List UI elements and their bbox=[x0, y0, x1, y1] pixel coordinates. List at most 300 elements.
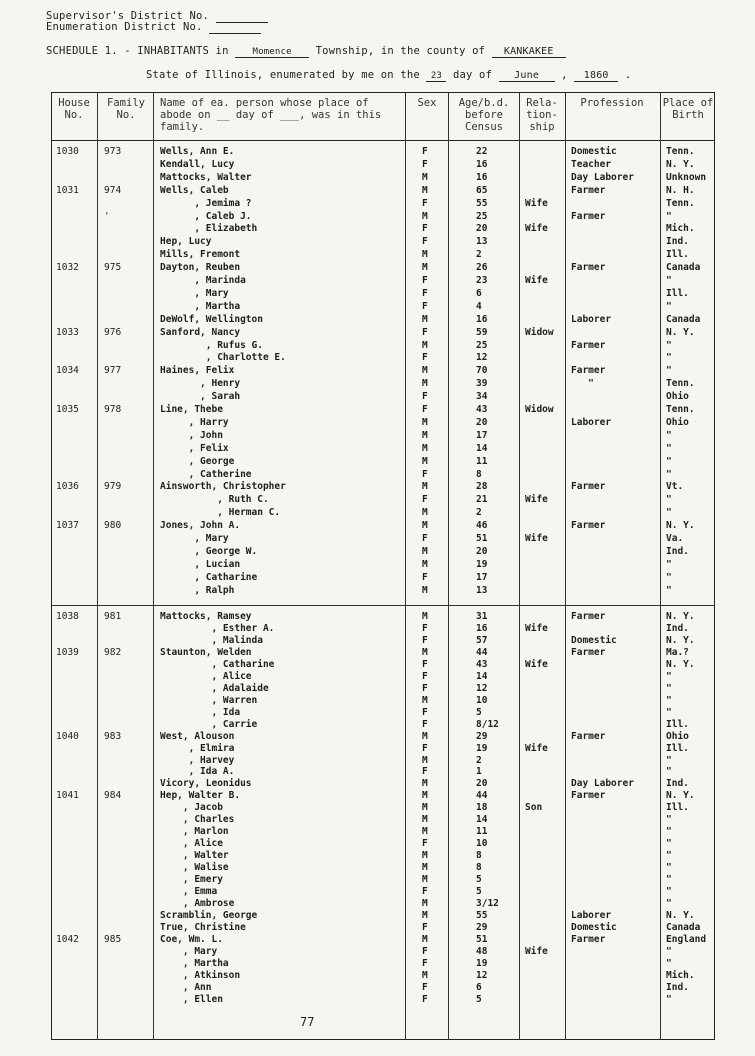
relationship-cell: Wife bbox=[525, 742, 548, 754]
birth-place-cell: " bbox=[666, 365, 672, 377]
person-name-cell: Staunton, Welden bbox=[160, 646, 252, 658]
age-cell: 10 bbox=[476, 838, 488, 850]
person-name-cell: , Mary bbox=[160, 287, 229, 299]
birth-place-cell: England bbox=[666, 933, 707, 945]
profession-cell: Farmer bbox=[571, 790, 606, 802]
profession-cell: Farmer bbox=[571, 210, 606, 222]
birth-place-cell: Canada bbox=[666, 313, 701, 325]
person-name-cell: Coe, Wm. L. bbox=[160, 933, 223, 945]
house-number-cell: 1039 bbox=[56, 646, 79, 658]
person-name-cell: , Ralph bbox=[160, 584, 235, 596]
profession-cell: Farmer bbox=[571, 933, 606, 945]
person-name-cell: , Catharine bbox=[160, 571, 258, 583]
sex-cell: M bbox=[422, 898, 428, 910]
age-cell: 10 bbox=[476, 694, 488, 706]
schedule-line bbox=[46, 45, 566, 58]
birth-place-cell: N. Y. bbox=[666, 790, 695, 802]
birth-place-cell: Ohio bbox=[666, 416, 689, 428]
sex-cell: F bbox=[422, 326, 428, 338]
age-cell: 19 bbox=[476, 742, 488, 754]
birth-place-cell: " bbox=[666, 429, 672, 441]
house-number-cell: 1033 bbox=[56, 326, 79, 338]
sex-cell: M bbox=[422, 862, 428, 874]
birth-place-cell: Canada bbox=[666, 921, 701, 933]
person-name-cell: Wells, Ann E. bbox=[160, 146, 235, 157]
age-cell: 12 bbox=[476, 682, 488, 694]
person-name-cell: True, Christine bbox=[160, 921, 246, 933]
birth-place-cell: Vt. bbox=[666, 481, 684, 493]
person-name-cell: , Catherine bbox=[160, 468, 252, 480]
age-cell: 16 bbox=[476, 313, 488, 325]
birth-place-cell: " bbox=[666, 442, 672, 454]
age-cell: 4 bbox=[476, 300, 482, 312]
age-cell: 43 bbox=[476, 404, 488, 415]
sex-cell: M bbox=[422, 171, 428, 183]
birth-place-cell: Va. bbox=[666, 533, 684, 544]
family-number-cell: 979 bbox=[104, 481, 122, 493]
person-name-cell: , Ambrose bbox=[160, 898, 235, 910]
birth-place-cell: Ind. bbox=[666, 778, 689, 790]
age-cell: 25 bbox=[476, 339, 488, 351]
sex-cell: M bbox=[422, 184, 428, 196]
col-divider bbox=[660, 92, 661, 1040]
age-cell: 17 bbox=[476, 429, 488, 441]
person-name-cell: , Lucian bbox=[160, 558, 241, 570]
profession-cell: Laborer bbox=[571, 313, 612, 325]
day-of-label: day of bbox=[446, 69, 499, 81]
birth-place-cell: " bbox=[666, 352, 672, 364]
person-name-cell: Wells, Caleb bbox=[160, 184, 229, 196]
person-name-cell: , Rufus G. bbox=[160, 339, 263, 351]
sex-cell: F bbox=[422, 158, 428, 170]
person-name-cell: , Elmira bbox=[160, 742, 235, 754]
house-number-cell: 1040 bbox=[56, 730, 79, 742]
sex-cell: F bbox=[422, 706, 428, 718]
profession-cell: Farmer bbox=[571, 481, 606, 493]
birth-place-cell: " bbox=[666, 766, 672, 778]
family-number-cell: 985 bbox=[104, 933, 122, 945]
person-name-cell: , Atkinson bbox=[160, 969, 241, 981]
age-cell: 29 bbox=[476, 730, 488, 742]
state-line bbox=[146, 69, 631, 82]
person-name-cell: , Warren bbox=[160, 694, 258, 706]
family-number-cell: 973 bbox=[104, 146, 122, 157]
enumeration-district-line bbox=[46, 21, 261, 34]
birth-place-cell: " bbox=[666, 339, 672, 351]
sex-cell: M bbox=[422, 442, 428, 454]
person-name-cell: West, Alouson bbox=[160, 730, 235, 742]
enumeration-district-label: Enumeration District No. bbox=[46, 21, 210, 33]
birth-place-cell: N. Y. bbox=[666, 158, 695, 170]
relationship-cell: Wife bbox=[525, 197, 548, 209]
person-name-cell: , Herman C. bbox=[160, 507, 281, 519]
county-label: Township, in the county of bbox=[309, 45, 492, 57]
birth-place-cell: " bbox=[666, 886, 672, 898]
relationship-cell: Widow bbox=[525, 326, 554, 338]
birth-place-cell: " bbox=[666, 838, 672, 850]
age-cell: 11 bbox=[476, 455, 488, 467]
sex-cell: M bbox=[422, 694, 428, 706]
birth-place-cell: " bbox=[666, 682, 672, 694]
birth-place-cell: " bbox=[666, 558, 672, 570]
sex-cell: F bbox=[422, 945, 428, 957]
age-cell: 20 bbox=[476, 416, 488, 428]
age-cell: 14 bbox=[476, 814, 488, 826]
sex-cell: M bbox=[422, 910, 428, 921]
age-cell: 43 bbox=[476, 658, 488, 670]
person-name-cell: DeWolf, Wellington bbox=[160, 313, 263, 325]
person-name-cell: , Charlotte E. bbox=[160, 352, 286, 364]
birth-place-cell: Ind. bbox=[666, 622, 689, 634]
age-cell: 26 bbox=[476, 262, 488, 274]
col-divider bbox=[405, 92, 406, 1040]
line-end: . bbox=[618, 69, 632, 81]
profession-cell: Farmer bbox=[571, 339, 606, 351]
person-name-cell: , Jemima ? bbox=[160, 197, 252, 209]
birth-place-cell: " bbox=[666, 898, 672, 910]
family-number-cell: 984 bbox=[104, 790, 122, 802]
birth-place-cell: Mich. bbox=[666, 969, 695, 981]
birth-place-cell: " bbox=[666, 694, 672, 706]
sex-cell: F bbox=[422, 718, 428, 730]
age-cell: 34 bbox=[476, 391, 488, 403]
house-number-cell: 1036 bbox=[56, 481, 79, 493]
sex-cell: M bbox=[422, 826, 428, 838]
sex-cell: M bbox=[422, 378, 428, 390]
birth-place-cell: Tenn. bbox=[666, 146, 695, 157]
age-cell: 28 bbox=[476, 481, 488, 493]
birth-place-cell: " bbox=[666, 210, 672, 222]
col-relationship-header: Rela- tion- ship bbox=[526, 97, 558, 133]
age-cell: 2 bbox=[476, 249, 482, 261]
sex-cell: F bbox=[422, 682, 428, 694]
birth-place-cell: " bbox=[666, 494, 672, 506]
house-number-cell: 1038 bbox=[56, 611, 79, 622]
relationship-cell: Wife bbox=[525, 275, 548, 286]
house-number-cell: 1032 bbox=[56, 262, 79, 274]
profession-cell: Farmer bbox=[571, 262, 606, 274]
sex-cell: F bbox=[422, 571, 428, 583]
age-cell: 8 bbox=[476, 468, 482, 480]
profession-cell: Farmer bbox=[571, 611, 606, 622]
person-name-cell: , Ann bbox=[160, 981, 212, 993]
sex-cell: F bbox=[422, 494, 428, 506]
sex-cell: M bbox=[422, 754, 428, 766]
relationship-cell: Wife bbox=[525, 945, 548, 957]
family-number-cell: 976 bbox=[104, 326, 122, 338]
profession-cell: Farmer bbox=[571, 184, 606, 196]
birth-place-cell: N. H. bbox=[666, 184, 695, 196]
age-cell: 2 bbox=[476, 507, 482, 519]
person-name-cell: , Malinda bbox=[160, 634, 263, 646]
sex-cell: F bbox=[422, 146, 428, 157]
year-value: 1860 bbox=[574, 70, 618, 82]
person-name-cell: , Ida A. bbox=[160, 766, 235, 778]
house-number-cell: 1041 bbox=[56, 790, 79, 802]
age-cell: 5 bbox=[476, 886, 482, 898]
person-name-cell: Hep, Lucy bbox=[160, 236, 212, 248]
birth-place-cell: Mich. bbox=[666, 223, 695, 235]
person-name-cell: Mills, Fremont bbox=[160, 249, 241, 261]
person-name-cell: Mattocks, Ramsey bbox=[160, 611, 252, 622]
person-name-cell: , Martha bbox=[160, 957, 229, 969]
sex-cell: M bbox=[422, 874, 428, 886]
age-cell: 18 bbox=[476, 802, 488, 814]
relationship-cell: Wife bbox=[525, 622, 548, 634]
age-cell: 19 bbox=[476, 957, 488, 969]
family-number-cell: 980 bbox=[104, 520, 122, 532]
age-cell: 16 bbox=[476, 158, 488, 170]
age-cell: 13 bbox=[476, 236, 488, 248]
page-number: 77 bbox=[300, 1015, 315, 1029]
birth-place-cell: " bbox=[666, 850, 672, 862]
birth-place-cell: " bbox=[666, 826, 672, 838]
person-name-cell: , Carrie bbox=[160, 718, 258, 730]
sex-cell: M bbox=[422, 814, 428, 826]
col-family-header: Family No. bbox=[107, 97, 145, 121]
age-cell: 14 bbox=[476, 442, 488, 454]
person-name-cell: Sanford, Nancy bbox=[160, 326, 241, 338]
profession-cell: Day Laborer bbox=[571, 778, 634, 790]
sex-cell: M bbox=[422, 850, 428, 862]
age-cell: 20 bbox=[476, 223, 488, 235]
age-cell: 57 bbox=[476, 634, 488, 646]
birth-place-cell: " bbox=[666, 670, 672, 682]
person-name-cell: , Ruth C. bbox=[160, 494, 269, 506]
relationship-cell: Wife bbox=[525, 223, 548, 235]
sex-cell: M bbox=[422, 262, 428, 274]
col-divider bbox=[519, 92, 520, 1040]
sex-cell: F bbox=[422, 634, 428, 646]
birth-place-cell: Ill. bbox=[666, 249, 689, 261]
person-name-cell: Dayton, Reuben bbox=[160, 262, 241, 274]
sex-cell: F bbox=[422, 391, 428, 403]
person-name-cell: , Ellen bbox=[160, 993, 223, 1005]
person-name-cell: Jones, John A. bbox=[160, 520, 241, 532]
age-cell: 19 bbox=[476, 558, 488, 570]
profession-cell: Farmer bbox=[571, 730, 606, 742]
sex-cell: M bbox=[422, 933, 428, 945]
person-name-cell: , Martha bbox=[160, 300, 241, 312]
month-value: June bbox=[499, 70, 555, 82]
profession-cell: Farmer bbox=[571, 520, 606, 532]
profession-cell: Day Laborer bbox=[571, 171, 634, 183]
birth-place-cell: Tenn. bbox=[666, 404, 695, 415]
person-name-cell: , Elizabeth bbox=[160, 223, 258, 235]
birth-place-cell: Ind. bbox=[666, 981, 689, 993]
profession-cell: Domestic bbox=[571, 634, 617, 646]
person-name-cell: , Adalaide bbox=[160, 682, 269, 694]
birth-place-cell: " bbox=[666, 507, 672, 519]
profession-cell: Laborer bbox=[571, 416, 612, 428]
sex-cell: M bbox=[422, 611, 428, 622]
col-sex-header: Sex bbox=[417, 97, 437, 109]
age-cell: 22 bbox=[476, 146, 488, 157]
birth-place-cell: Ind. bbox=[666, 545, 689, 557]
birth-place-cell: " bbox=[666, 300, 672, 312]
age-cell: 5 bbox=[476, 993, 482, 1005]
birth-place-cell: N. Y. bbox=[666, 634, 695, 646]
col-divider bbox=[97, 92, 98, 1040]
age-cell: 5 bbox=[476, 706, 482, 718]
age-cell: 17 bbox=[476, 571, 488, 583]
person-name-cell: Hep, Walter B. bbox=[160, 790, 241, 802]
birth-place-cell: N. Y. bbox=[666, 520, 695, 532]
sex-cell: M bbox=[422, 584, 428, 596]
sex-cell: F bbox=[422, 886, 428, 898]
age-cell: 20 bbox=[476, 778, 488, 790]
sex-cell: M bbox=[422, 790, 428, 802]
col-divider bbox=[565, 92, 566, 1040]
birth-place-cell: Tenn. bbox=[666, 197, 695, 209]
col-divider bbox=[448, 92, 449, 1040]
sex-cell: M bbox=[422, 507, 428, 519]
person-name-cell: , Ida bbox=[160, 706, 241, 718]
person-name-cell: , Caleb J. bbox=[160, 210, 252, 222]
house-number-cell: 1042 bbox=[56, 933, 79, 945]
enumeration-district-blank bbox=[209, 23, 261, 34]
relationship-cell: Son bbox=[525, 802, 543, 814]
family-number-cell: 977 bbox=[104, 365, 122, 377]
person-name-cell: , Mary bbox=[160, 945, 218, 957]
family-number-cell: 978 bbox=[104, 404, 122, 415]
birth-place-cell: " bbox=[666, 945, 672, 957]
person-name-cell: , Charles bbox=[160, 814, 235, 826]
person-name-cell: Kendall, Lucy bbox=[160, 158, 235, 170]
sex-cell: F bbox=[422, 670, 428, 682]
schedule-label: SCHEDULE 1. - INHABITANTS in bbox=[46, 45, 236, 57]
sex-cell: M bbox=[422, 249, 428, 261]
person-name-cell: , Walise bbox=[160, 862, 229, 874]
person-name-cell: , Alice bbox=[160, 838, 223, 850]
sex-cell: M bbox=[422, 778, 428, 790]
col-divider bbox=[153, 92, 154, 1040]
profession-cell: Laborer bbox=[571, 910, 612, 921]
age-cell: 8 bbox=[476, 850, 482, 862]
age-cell: 8/12 bbox=[476, 718, 499, 730]
birth-place-cell: Ohio bbox=[666, 730, 689, 742]
birth-place-cell: " bbox=[666, 754, 672, 766]
person-name-cell: , Alice bbox=[160, 670, 252, 682]
person-name-cell: Vicory, Leonidus bbox=[160, 778, 252, 790]
age-cell: 55 bbox=[476, 910, 488, 921]
relationship-cell: Wife bbox=[525, 658, 548, 670]
sex-cell: F bbox=[422, 287, 428, 299]
sex-cell: F bbox=[422, 921, 428, 933]
person-name-cell: Haines, Felix bbox=[160, 365, 235, 377]
birth-place-cell: Ill. bbox=[666, 802, 689, 814]
age-cell: 3/12 bbox=[476, 898, 499, 910]
sex-cell: M bbox=[422, 520, 428, 532]
house-number-cell: 1037 bbox=[56, 520, 79, 532]
birth-place-cell: " bbox=[666, 584, 672, 596]
birth-place-cell: " bbox=[666, 706, 672, 718]
age-cell: 70 bbox=[476, 365, 488, 377]
page-section-divider bbox=[51, 605, 715, 606]
sex-cell: F bbox=[422, 197, 428, 209]
sex-cell: M bbox=[422, 545, 428, 557]
birth-place-cell: Ill. bbox=[666, 287, 689, 299]
family-number-cell: 974 bbox=[104, 184, 122, 196]
birth-place-cell: " bbox=[666, 874, 672, 886]
birth-place-cell: " bbox=[666, 993, 672, 1005]
house-number-cell: 1031 bbox=[56, 184, 79, 196]
house-number-cell: 1030 bbox=[56, 146, 79, 157]
house-number-cell: 1035 bbox=[56, 404, 79, 415]
birth-place-cell: " bbox=[666, 862, 672, 874]
sex-cell: M bbox=[422, 646, 428, 658]
person-name-cell: , Emma bbox=[160, 886, 218, 898]
age-cell: 5 bbox=[476, 874, 482, 886]
sex-cell: M bbox=[422, 416, 428, 428]
sex-cell: F bbox=[422, 622, 428, 634]
age-cell: 39 bbox=[476, 378, 488, 390]
age-cell: 12 bbox=[476, 352, 488, 364]
sex-cell: F bbox=[422, 223, 428, 235]
age-cell: 11 bbox=[476, 826, 488, 838]
sex-cell: F bbox=[422, 742, 428, 754]
day-value: 23 bbox=[426, 71, 446, 82]
person-name-cell: , John bbox=[160, 429, 223, 441]
col-profession-header: Profession bbox=[580, 97, 644, 109]
person-name-cell: , Jacob bbox=[160, 802, 223, 814]
family-number-cell: 981 bbox=[104, 611, 122, 622]
sex-cell: F bbox=[422, 300, 428, 312]
age-cell: 16 bbox=[476, 171, 488, 183]
township-value: Momence bbox=[235, 47, 309, 58]
birth-place-cell: N. Y. bbox=[666, 611, 695, 622]
age-cell: 44 bbox=[476, 790, 488, 802]
header-divider bbox=[51, 140, 715, 141]
birth-place-cell: Ill. bbox=[666, 742, 689, 754]
person-name-cell: , Catharine bbox=[160, 658, 275, 670]
sex-cell: F bbox=[422, 981, 428, 993]
sex-cell: M bbox=[422, 730, 428, 742]
birth-place-cell: Ill. bbox=[666, 718, 689, 730]
relationship-cell: Wife bbox=[525, 533, 548, 544]
profession-cell: Farmer bbox=[571, 646, 606, 658]
sex-cell: F bbox=[422, 275, 428, 286]
birth-place-cell: Canada bbox=[666, 262, 701, 274]
birth-place-cell: N. Y. bbox=[666, 658, 695, 670]
age-cell: 48 bbox=[476, 945, 488, 957]
col-house-header: House No. bbox=[58, 97, 90, 121]
person-name-cell: , Harvey bbox=[160, 754, 235, 766]
age-cell: 13 bbox=[476, 584, 488, 596]
birth-place-cell: Unknown bbox=[666, 171, 707, 183]
sex-cell: M bbox=[422, 210, 428, 222]
birth-place-cell: Ma.? bbox=[666, 646, 689, 658]
person-name-cell: , George W. bbox=[160, 545, 258, 557]
relationship-cell: Wife bbox=[525, 494, 548, 506]
person-name-cell: Ainsworth, Christopher bbox=[160, 481, 286, 493]
birth-place-cell: Tenn. bbox=[666, 378, 695, 390]
age-cell: 51 bbox=[476, 533, 488, 544]
family-number-cell: 982 bbox=[104, 646, 122, 658]
person-name-cell: , Marinda bbox=[160, 275, 246, 286]
sex-cell: F bbox=[422, 766, 428, 778]
age-cell: 16 bbox=[476, 622, 488, 634]
profession-cell: Farmer bbox=[571, 365, 606, 377]
birth-place-cell: " bbox=[666, 571, 672, 583]
age-cell: 12 bbox=[476, 969, 488, 981]
person-name-cell: , Esther A. bbox=[160, 622, 275, 634]
birth-place-cell: " bbox=[666, 455, 672, 467]
sex-cell: M bbox=[422, 313, 428, 325]
sex-cell: M bbox=[422, 365, 428, 377]
birth-place-cell: N. Y. bbox=[666, 910, 695, 921]
sex-cell: M bbox=[422, 455, 428, 467]
